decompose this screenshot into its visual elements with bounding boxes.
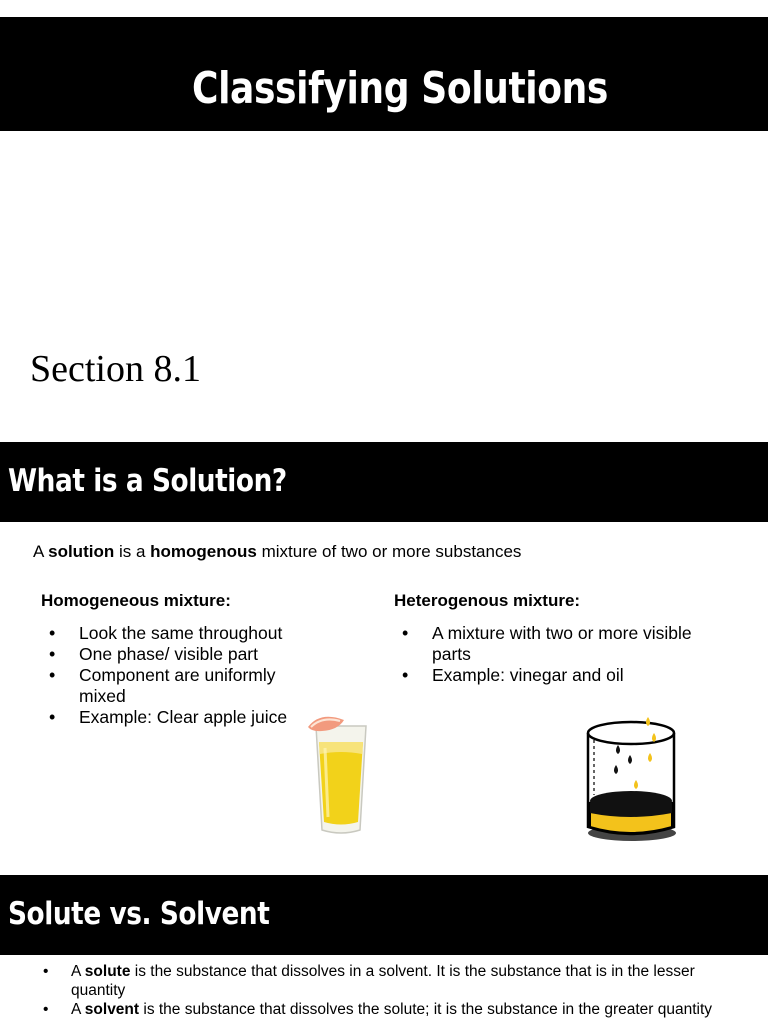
- oil-vinegar-beaker-icon: [580, 715, 685, 845]
- solution-banner: [0, 442, 768, 522]
- term-solute: solute: [84, 963, 131, 980]
- list-item: • Example: Clear apple juice: [41, 707, 311, 728]
- title-banner: [0, 17, 768, 131]
- solute-solvent-list: [40, 962, 740, 1019]
- list-item: • A solute is the substance that dissolves in a solvent. It is the substance that is in the lesser quantity: [40, 962, 740, 1000]
- term-homogenous: homogenous: [150, 542, 257, 561]
- list-item: • Look the same throughout: [41, 623, 311, 644]
- homogeneous-list: [41, 623, 311, 728]
- homogeneous-heading: Homogeneous mixture:: [41, 591, 231, 610]
- solution-definition: A solution is a homogenous mixture of two or more substances: [33, 542, 522, 561]
- solution-heading: What is a Solution?: [8, 463, 287, 499]
- heterogeneous-list: [394, 623, 694, 686]
- list-item: • A solvent is the substance that dissolves the solute; it is the substance in the greater quantity: [40, 1000, 740, 1019]
- list-item: • Example: vinegar and oil: [394, 665, 694, 686]
- list-item: • Component are uniformly mixed: [41, 665, 311, 707]
- slide-title: Classifying Solutions: [192, 63, 608, 114]
- term-solution: solution: [48, 542, 115, 561]
- list-item: • A mixture with two or more visible parts: [394, 623, 694, 665]
- solute-solvent-banner: [0, 875, 768, 955]
- term-solvent: solvent: [84, 1001, 140, 1018]
- apple-juice-glass-icon: [300, 712, 380, 837]
- list-item: • One phase/ visible part: [41, 644, 311, 665]
- section-label: Section 8.1: [30, 348, 201, 390]
- heterogeneous-heading: Heterogenous mixture:: [394, 591, 581, 610]
- solute-solvent-heading: Solute vs. Solvent: [8, 896, 270, 932]
